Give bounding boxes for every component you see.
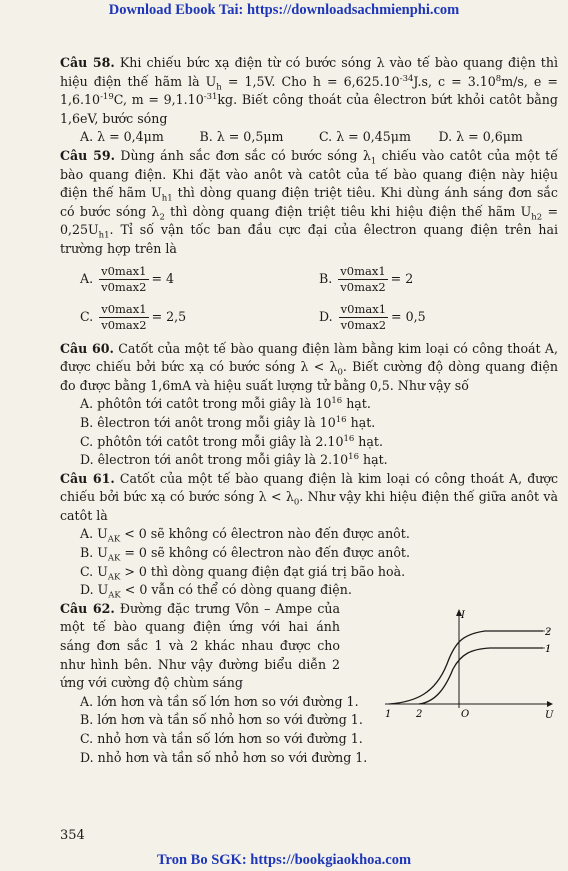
options-59-row2 <box>60 302 558 333</box>
page-number: 354 <box>60 828 85 843</box>
question-60: Câu 60. Catốt của một tế bào quang điện làm bằng kim loại có công thoát A, được chiếu bởi bức xạ có bước sóng $\lambda < \lambda_0$. Biết cường độ dòng quang điện đo được bằng 1,6mA và hiệu suất lượng tử bằng 0,5. Như vậy số <box>60 340 558 393</box>
u-axis-arrow <box>547 701 553 707</box>
x2-label: 2 <box>416 708 423 720</box>
origin-label: O <box>461 708 470 720</box>
option-b[interactable]: B. êlectron tới anôt trong mỗi giây là $10^{16}$ hạt. <box>80 414 376 430</box>
question-62: Câu 62. Đường đặc trưng Vôn – Ampe của một tế bào quang điện ứng với hai ánh sáng đơn sắc 1 và 2 khác nhau được cho như hình bên. Như vậy đường biểu diễn 2 ứng với cường độ chùm sáng I U O 2 1 1 2 <box>60 600 558 693</box>
option-b[interactable]: B. $U_{AK} = 0$ sẽ không có êlectron nào đến được anôt. <box>80 545 410 564</box>
option-c[interactable]: C. $\frac{v0\max 1}{v0\max 2}$ = 2,5 <box>80 301 187 332</box>
option-c[interactable]: C. λ = 0,45μm <box>319 129 411 145</box>
option-d[interactable]: D. $\frac{v0\max 1}{v0\max 2}$ = 0,5 <box>319 301 426 332</box>
option-d[interactable]: D. $U_{AK} < 0$ vẫn có thể có dòng quang điện. <box>80 582 352 601</box>
option-c[interactable]: C. $U_{AK} > 0$ thì dòng quang điện đạt giá trị bão hoà. <box>80 563 406 583</box>
fraction: $\frac{v0\max 1}{v0\max 2}$ <box>101 263 147 294</box>
question-61: Câu 61. Catốt của một tế bào quang điện là kim loại có công thoát A, được chiếu bởi bức xạ có bước sóng $\lambda < \lambda_0$. Như vậy khi hiệu điện thế giữa anôt và catôt là <box>60 470 559 523</box>
question-59: Câu 59. Dùng ánh sắc đơn sắc có bước sóng $\lambda_1$ chiếu vào catôt của một tế bào quang điện. Khi đặt vào anôt và catôt của tế bào quang điện này hiệu điện thế hãm $U_{h1}$ thì dòng quang điện triệt tiêu. Khi dùng ánh sáng đơn sắc có bước sóng $\lambda_2$ thì dòng quang điện triệt tiêu khi hiệu điện thế hãm $U_{h2} = 0,25U_{h1}$. Tỉ số vận tốc ban đầu cực đại của êlectron quang điện trên hai trường hợp trên là <box>60 147 559 256</box>
option-a[interactable]: A. lớn hơn và tần số lớn hơn so với đường 1. <box>80 693 359 709</box>
option-d[interactable]: D. nhỏ hơn và tần số nhỏ hơn so với đường 1. <box>80 749 368 765</box>
curve-1-label: 1 <box>545 643 552 655</box>
axis-i-label: I <box>461 609 465 621</box>
question-label: Câu 58. <box>60 55 115 70</box>
options-58 <box>60 128 558 147</box>
footer-link[interactable]: Tron Bo SGK: https://bookgiaokhoa.com <box>156 852 412 868</box>
question-58: Câu 58. Khi chiếu bức xạ điện từ có bước sóng λ vào tế bào quang điện thì hiệu điện thế hãm là $U_h = 1,5V$. Cho $h = 6,625.10^{-34}J.s$, $c = 3.10^8m/s$, $e = 1,6.10^{-19}C$, $m = 9,1.10^{-31}kg$. Biết công thoát của êlectron bứt khỏi catôt bằng 1,6eV, bước sóng <box>60 55 559 126</box>
option-b[interactable]: B. $\frac{v0\max 1}{v0\max 2}$ = 2 <box>319 263 414 294</box>
option-a[interactable]: A. phôtôn tới catôt trong mỗi giây là $10^{16}$ hạt. <box>80 396 371 412</box>
options-59-row1 <box>60 264 558 295</box>
option-a[interactable]: A. λ = 0,4μm <box>80 129 164 145</box>
option-d[interactable]: D. êlectron tới anôt trong mỗi giây là 2.10$^{16}$ hạt. <box>80 451 388 468</box>
curve-1 <box>419 648 543 704</box>
option-c[interactable]: C. nhỏ hơn và tần số lớn hơn so với đường 1. <box>80 731 363 746</box>
option-a[interactable]: A. $\frac{v0\max 1}{v0\max 2}$ = 4 <box>80 263 175 294</box>
option-c[interactable]: C. phôtôn tới catôt trong mỗi giây là 2.10$^{16}$ hạt. <box>80 433 383 449</box>
curve-2-label: 2 <box>545 626 552 638</box>
option-a[interactable]: A. $U_{AK} < 0$ sẽ không có êlectron nào đến được anôt. <box>80 526 410 545</box>
option-b[interactable]: B. lớn hơn và tần số nhỏ hơn so với đường 1. <box>80 712 363 728</box>
option-d[interactable]: D. λ = 0,6μm <box>438 129 523 145</box>
iv-characteristic-graph <box>375 604 555 724</box>
header-link[interactable]: Download Ebook Tai: https://downloadsachmienphi.com <box>108 2 460 18</box>
fraction: $\frac{v0\max 1}{v0\max 2}$ <box>340 301 387 332</box>
curve-2 <box>389 631 543 704</box>
option-b[interactable]: B. λ = 0,5μm <box>199 129 284 145</box>
axis-u-label: U <box>545 709 554 721</box>
fraction: $\frac{v0\max 1}{v0\max 2}$ <box>101 301 147 332</box>
x1-label: 1 <box>385 708 392 720</box>
fraction: $\frac{v0\max 1}{v0\max 2}$ <box>340 263 386 294</box>
page-content <box>60 54 558 767</box>
